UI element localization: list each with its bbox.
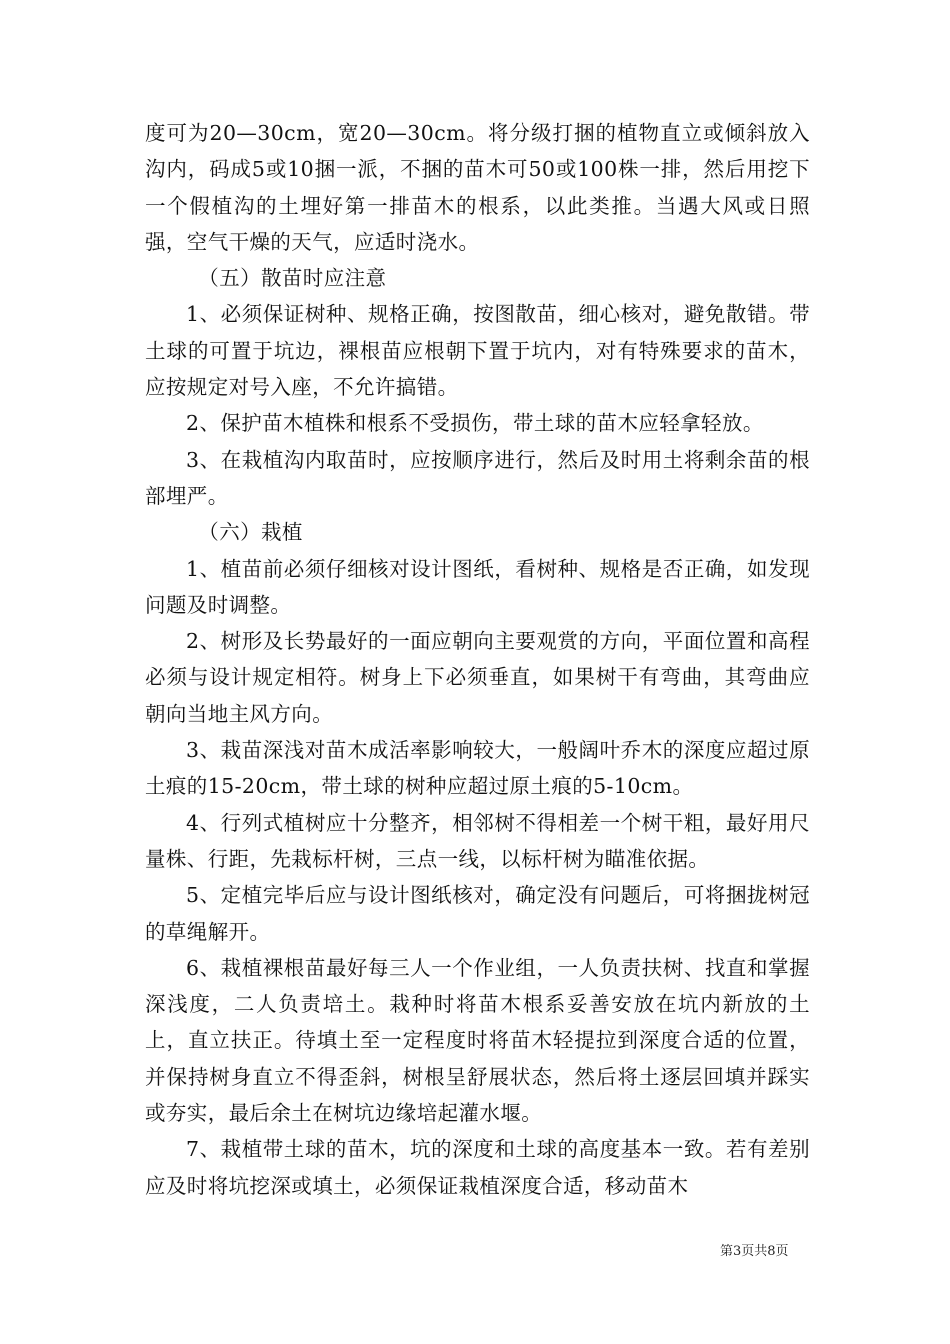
page-number-footer: 第3页共8页 bbox=[720, 1244, 789, 1259]
paragraph-6-6: 6、栽植裸根苗最好每三人一个作业组，一人负责扶树、找直和掌握深浅度，二人负责培土。栽种时将苗木根系妥善安放在坑内新放的土上，直立扶正。待填土至一定程度时将苗木轻提拉到深度合适的位置，并保持树身直立不得歪斜，树根呈舒展状态，然后将土逐层回填并踩实或夯实，最后余土在树坑边缘培起灌水堰。 bbox=[145, 955, 810, 1126]
paragraph-6-5: 5、定植完毕后应与设计图纸核对，确定没有问题后，可将捆拢树冠的草绳解开。 bbox=[145, 883, 810, 944]
document-body bbox=[145, 115, 810, 1204]
paragraph-6-2: 2、树形及长势最好的一面应朝向主要观赏的方向，平面位置和高程必须与设计规定相符。树身上下必须垂直，如果树干有弯曲，其弯曲应朝向当地主风方向。 bbox=[145, 629, 810, 726]
paragraph-5-1: 1、必须保证树种、规格正确，按图散苗，细心核对，避免散错。带土球的可置于坑边，裸根苗应根朝下置于坑内，对有特殊要求的苗木，应按规定对号入座，不允许搞错。 bbox=[145, 302, 810, 400]
paragraph-6-3: 3、栽苗深浅对苗木成活率影响较大，一般阔叶乔木的深度应超过原土痕的15-20cm，带土球的树种应超过原土痕的5-10cm。 bbox=[145, 738, 810, 799]
section-heading-5: （五）散苗时应注意 bbox=[198, 266, 387, 291]
paragraph-6-7: 7、栽植带土球的苗木，坑的深度和土球的高度基本一致。若有差别应及时将坑挖深或填土，必须保证栽植深度合适，移动苗木 bbox=[145, 1137, 810, 1198]
paragraph-6-4: 4、行列式植树应十分整齐，相邻树不得相差一个树干粗，最好用尺量株、行距，先栽标杆树，三点一线，以标杆树为瞄准依据。 bbox=[145, 810, 810, 871]
paragraph-5-2: 2、保护苗木植株和根系不受损伤，带土球的苗木应轻拿轻放。 bbox=[186, 411, 764, 436]
paragraph-5-3: 3、在栽植沟内取苗时，应按顺序进行，然后及时用土将剩余苗的根部埋严。 bbox=[145, 447, 810, 508]
section-heading-6: （六）栽植 bbox=[198, 520, 303, 545]
paragraph-continued: 度可为20—30cm，宽20—30cm。将分级打捆的植物直立或倾斜放入沟内，码成5或10捆一派，不捆的苗木可50或100株一排，然后用挖下一个假植沟的土埋好第一排苗木的根系，以此类推。当遇大风或日照强，空气干燥的天气，应适时浇水。 bbox=[145, 121, 810, 254]
paragraph-6-1: 1、植苗前必须仔细核对设计图纸，看树种、规格是否正确，如发现问题及时调整。 bbox=[145, 556, 810, 617]
